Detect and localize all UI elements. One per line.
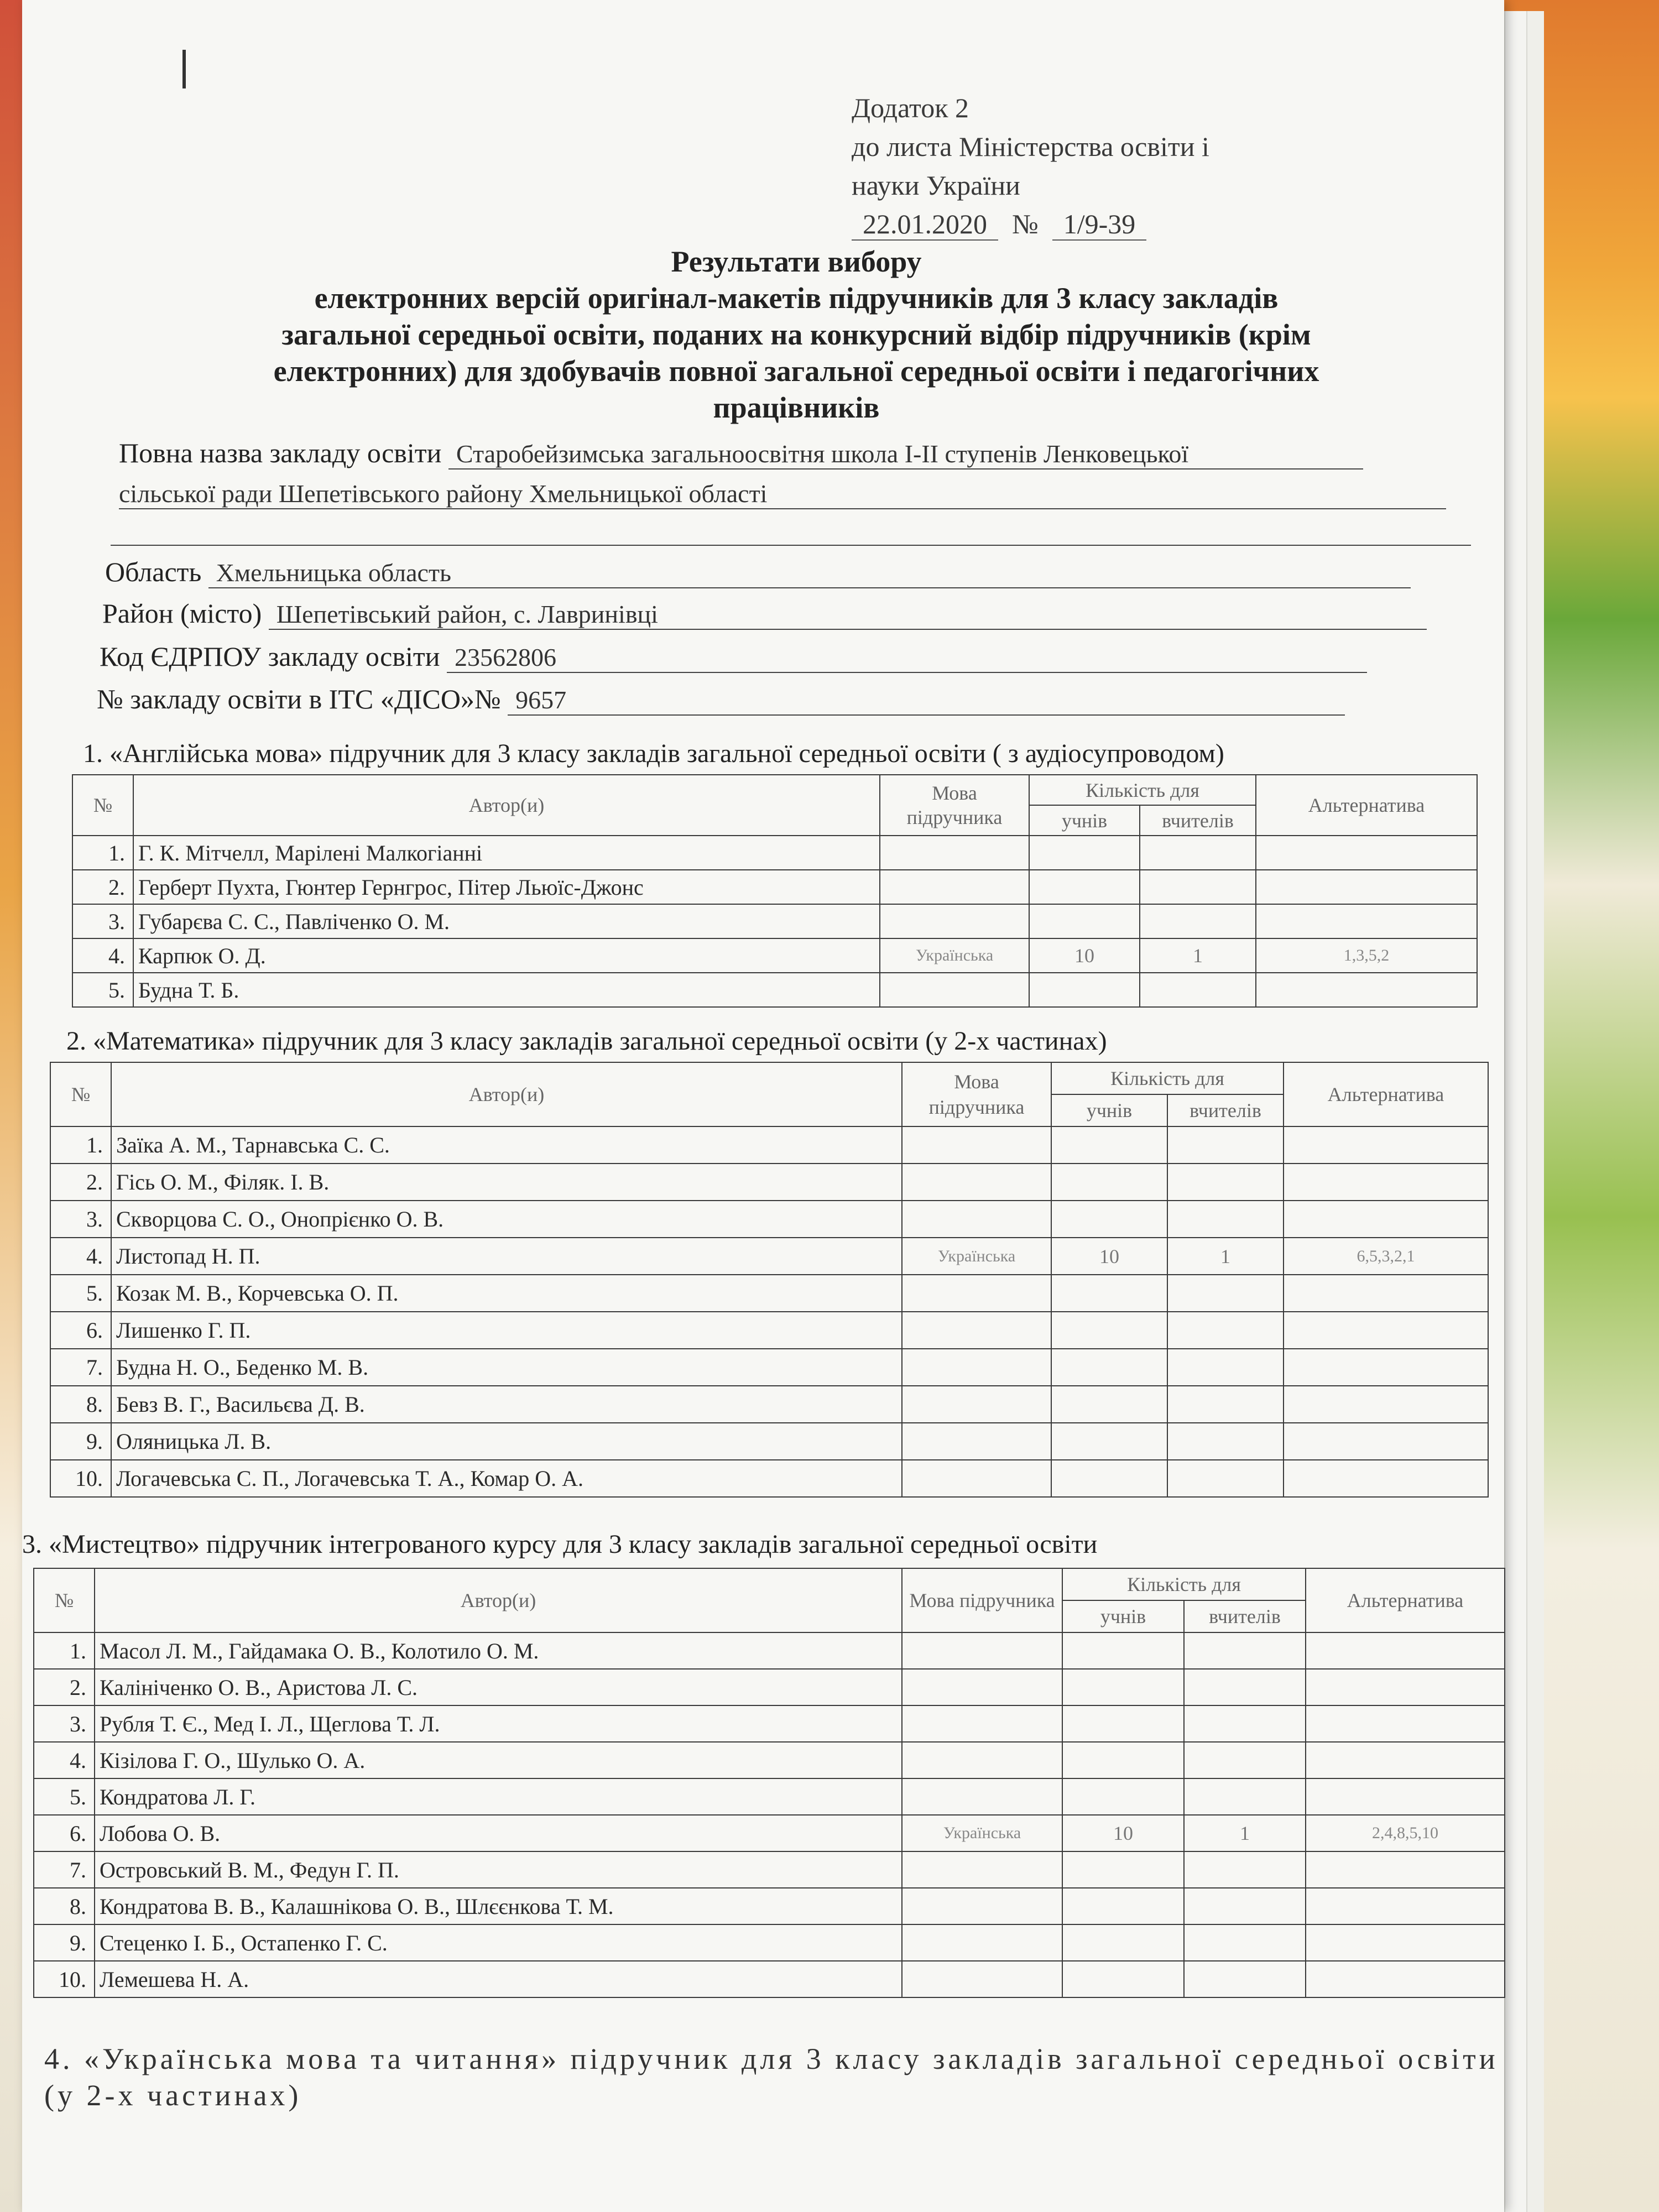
row-students xyxy=(1051,1386,1167,1423)
itc-value: 9657 xyxy=(508,685,1345,716)
document-title xyxy=(133,243,1460,426)
row-language xyxy=(902,1669,1062,1705)
row-author: Лемешева Н. А. xyxy=(95,1961,902,1997)
row-author: Кондратова В. В., Калашнікова О. В., Шлєєнкова Т. М. xyxy=(95,1888,902,1924)
table-row xyxy=(34,1851,1505,1888)
row-number: 10. xyxy=(34,1961,95,1997)
itc-field xyxy=(97,683,1345,716)
row-teachers xyxy=(1167,1349,1284,1386)
row-alternative xyxy=(1256,870,1477,904)
row-author: Скворцова С. О., Онопрієнко О. В. xyxy=(111,1201,902,1238)
row-teachers xyxy=(1184,1705,1306,1742)
row-author: Козак М. В., Корчевська О. П. xyxy=(111,1275,902,1312)
row-number: 4. xyxy=(50,1238,111,1275)
table-row xyxy=(50,1238,1488,1275)
col-author: Автор(и) xyxy=(95,1568,902,1632)
row-teachers xyxy=(1184,1888,1306,1924)
row-language xyxy=(880,836,1029,870)
table-row xyxy=(34,1888,1505,1924)
region-field xyxy=(105,556,1411,588)
col-qty: Кількість для xyxy=(1051,1062,1284,1094)
district-field xyxy=(102,597,1427,630)
title-line-3: загальної середньої освіти, поданих на конкурсний відбір підручників (крім xyxy=(281,318,1311,351)
row-alternative: 2,4,8,5,10 xyxy=(1306,1815,1505,1851)
edrpou-value: 23562806 xyxy=(447,643,1367,673)
table-row xyxy=(34,1961,1505,1997)
row-author: Будна Т. Б. xyxy=(133,973,880,1007)
row-students xyxy=(1062,1851,1184,1888)
row-students xyxy=(1062,1778,1184,1815)
pen-mark xyxy=(182,50,186,88)
row-teachers xyxy=(1184,1851,1306,1888)
row-author: Бевз В. Г., Васильєва Д. В. xyxy=(111,1386,902,1423)
row-author: Логачевська С. П., Логачевська Т. А., Комар О. А. xyxy=(111,1460,902,1497)
table-row xyxy=(50,1349,1488,1386)
row-teachers xyxy=(1167,1126,1284,1164)
letter-number-sign: № xyxy=(1012,208,1039,239)
col-no: № xyxy=(50,1062,111,1126)
col-teachers: вчителів xyxy=(1167,1094,1284,1126)
row-students xyxy=(1062,1924,1184,1961)
row-alternative xyxy=(1284,1126,1488,1164)
row-number: 3. xyxy=(34,1705,95,1742)
row-teachers xyxy=(1184,1924,1306,1961)
row-teachers xyxy=(1184,1669,1306,1705)
row-language xyxy=(902,1164,1051,1201)
row-alternative xyxy=(1306,1924,1505,1961)
addendum-date-line xyxy=(852,205,1349,243)
addendum-line-2: до листа Міністерства освіти і xyxy=(852,131,1209,162)
row-language: Українська xyxy=(902,1815,1062,1851)
edrpou-field xyxy=(100,640,1367,673)
row-teachers: 1 xyxy=(1140,938,1256,973)
document-page xyxy=(22,0,1504,2212)
row-language xyxy=(902,1778,1062,1815)
row-alternative xyxy=(1256,904,1477,938)
row-author: Лобова О. В. xyxy=(95,1815,902,1851)
col-lang: Мова підручника xyxy=(902,1062,1051,1126)
row-language xyxy=(880,973,1029,1007)
row-teachers xyxy=(1140,904,1256,938)
row-teachers xyxy=(1140,836,1256,870)
row-teachers: 1 xyxy=(1184,1815,1306,1851)
title-line-2: електронних версій оригінал-макетів підручників для 3 класу закладів xyxy=(314,281,1279,315)
col-author: Автор(и) xyxy=(111,1062,902,1126)
addendum-block xyxy=(852,88,1349,243)
row-language: Українська xyxy=(902,1238,1051,1275)
row-teachers xyxy=(1167,1275,1284,1312)
school-name-field-2 xyxy=(119,477,1446,509)
table-row xyxy=(34,1705,1505,1742)
addendum-line-1: Додаток 2 xyxy=(852,92,969,123)
table-arts xyxy=(33,1568,1505,1998)
row-alternative xyxy=(1306,1632,1505,1669)
row-alternative xyxy=(1306,1888,1505,1924)
row-number: 5. xyxy=(72,973,133,1007)
table-row xyxy=(34,1742,1505,1778)
row-number: 3. xyxy=(50,1201,111,1238)
row-language xyxy=(902,1312,1051,1349)
row-language xyxy=(902,1201,1051,1238)
row-author: Листопад Н. П. xyxy=(111,1238,902,1275)
row-language xyxy=(902,1924,1062,1961)
paper-stack-2 xyxy=(1526,11,1544,2212)
row-number: 9. xyxy=(34,1924,95,1961)
region-label: Область xyxy=(105,556,202,587)
row-students xyxy=(1051,1312,1167,1349)
table-math xyxy=(50,1062,1489,1498)
title-line-1: Результати вибору xyxy=(671,245,922,278)
row-alternative xyxy=(1256,973,1477,1007)
row-alternative xyxy=(1284,1386,1488,1423)
table-row xyxy=(34,1632,1505,1669)
row-students xyxy=(1029,836,1140,870)
row-author: Заїка А. М., Тарнавська С. С. xyxy=(111,1126,902,1164)
table-row xyxy=(34,1669,1505,1705)
row-number: 3. xyxy=(72,904,133,938)
row-teachers xyxy=(1167,1312,1284,1349)
row-teachers xyxy=(1167,1201,1284,1238)
row-teachers xyxy=(1184,1742,1306,1778)
district-value: Шепетівський район, с. Лавринівці xyxy=(269,599,1427,630)
row-language xyxy=(902,1126,1051,1164)
row-language xyxy=(902,1423,1051,1460)
row-alternative xyxy=(1306,1778,1505,1815)
letter-number: 1/9-39 xyxy=(1052,208,1147,241)
row-author: Лишенко Г. П. xyxy=(111,1312,902,1349)
row-alternative xyxy=(1284,1423,1488,1460)
row-language xyxy=(902,1275,1051,1312)
row-students: 10 xyxy=(1062,1815,1184,1851)
row-language xyxy=(902,1460,1051,1497)
row-alternative xyxy=(1284,1460,1488,1497)
row-author: Г. К. Мітчелл, Марілені Малкогіанні xyxy=(133,836,880,870)
col-students: учнів xyxy=(1062,1600,1184,1632)
title-line-4: електронних) для здобувачів повної загальної середньої освіти і педагогічних xyxy=(273,354,1319,388)
row-students xyxy=(1051,1126,1167,1164)
row-students xyxy=(1062,1632,1184,1669)
row-language xyxy=(902,1705,1062,1742)
row-number: 5. xyxy=(34,1778,95,1815)
row-number: 6. xyxy=(50,1312,111,1349)
table-row xyxy=(50,1312,1488,1349)
row-students: 10 xyxy=(1051,1238,1167,1275)
table-row xyxy=(50,1460,1488,1497)
table-row xyxy=(72,870,1477,904)
row-language xyxy=(902,1349,1051,1386)
row-number: 4. xyxy=(34,1742,95,1778)
row-number: 8. xyxy=(34,1888,95,1924)
row-students xyxy=(1051,1349,1167,1386)
row-number: 2. xyxy=(34,1669,95,1705)
row-teachers xyxy=(1184,1632,1306,1669)
row-students xyxy=(1062,1888,1184,1924)
row-students xyxy=(1062,1669,1184,1705)
row-alternative xyxy=(1306,1705,1505,1742)
col-lang: Мова підручника xyxy=(880,775,1029,836)
table-row xyxy=(50,1386,1488,1423)
row-author: Герберт Пухта, Гюнтер Гернгрос, Пітер Льюїс-Джонс xyxy=(133,870,880,904)
col-teachers: вчителів xyxy=(1140,805,1256,836)
table-row xyxy=(50,1201,1488,1238)
row-language: Українська xyxy=(880,938,1029,973)
paper-stack xyxy=(1504,11,1527,2212)
row-language xyxy=(902,1888,1062,1924)
table-row xyxy=(34,1815,1505,1851)
table-row xyxy=(50,1164,1488,1201)
row-author: Кізілова Г. О., Шулько О. А. xyxy=(95,1742,902,1778)
section-3-heading: 3. «Мистецтво» підручник інтегрованого курсу для 3 класу закладів загальної середньої освіти xyxy=(22,1530,1098,1559)
row-teachers xyxy=(1167,1423,1284,1460)
table-row xyxy=(50,1423,1488,1460)
row-author: Масол Л. М., Гайдамака О. В., Колотило О. М. xyxy=(95,1632,902,1669)
edrpou-label: Код ЄДРПОУ закладу освіти xyxy=(100,641,440,672)
table-row xyxy=(34,1924,1505,1961)
table-english xyxy=(72,774,1478,1008)
row-alternative xyxy=(1306,1669,1505,1705)
col-students: учнів xyxy=(1029,805,1140,836)
row-author: Рубля Т. Є., Мед І. Л., Щеглова Т. Л. xyxy=(95,1705,902,1742)
region-value: Хмельницька область xyxy=(208,558,1411,588)
row-students xyxy=(1062,1961,1184,1997)
row-teachers xyxy=(1167,1386,1284,1423)
row-alternative xyxy=(1284,1312,1488,1349)
row-students xyxy=(1062,1742,1184,1778)
row-teachers xyxy=(1184,1961,1306,1997)
row-author: Оляницька Л. В. xyxy=(111,1423,902,1460)
row-language xyxy=(902,1386,1051,1423)
addendum-line-3: науки України xyxy=(852,170,1020,201)
table-row xyxy=(72,938,1477,973)
row-number: 1. xyxy=(34,1632,95,1669)
table-row xyxy=(72,836,1477,870)
row-language xyxy=(902,1851,1062,1888)
row-alternative xyxy=(1284,1349,1488,1386)
row-number: 4. xyxy=(72,938,133,973)
section-4-heading: 4. «Українська мова та читання» підручник для 3 класу закладів загальної середньої освіти (у 2-х частинах) xyxy=(44,2042,1499,2112)
table-row xyxy=(72,904,1477,938)
col-lang: Мова підручника xyxy=(902,1568,1062,1632)
table-row xyxy=(34,1778,1505,1815)
row-teachers xyxy=(1140,973,1256,1007)
row-alternative xyxy=(1306,1961,1505,1997)
row-number: 5. xyxy=(50,1275,111,1312)
table-row xyxy=(50,1126,1488,1164)
row-number: 9. xyxy=(50,1423,111,1460)
row-students xyxy=(1062,1705,1184,1742)
row-teachers xyxy=(1140,870,1256,904)
row-teachers: 1 xyxy=(1167,1238,1284,1275)
row-author: Кондратова Л. Г. xyxy=(95,1778,902,1815)
row-teachers xyxy=(1184,1778,1306,1815)
row-alternative xyxy=(1284,1201,1488,1238)
row-teachers xyxy=(1167,1164,1284,1201)
row-author: Будна Н. О., Беденко М. В. xyxy=(111,1349,902,1386)
school-name-value-1: Старобейзимська загальноосвітня школа І-ІІ ступенів Ленковецької xyxy=(448,439,1363,469)
row-alternative xyxy=(1306,1742,1505,1778)
row-alternative xyxy=(1284,1275,1488,1312)
row-students xyxy=(1051,1275,1167,1312)
itc-label: № закладу освіти в ІТС «ДІСО»№ xyxy=(97,684,501,714)
row-author: Островський В. М., Федун Г. П. xyxy=(95,1851,902,1888)
col-alt: Альтернатива xyxy=(1284,1062,1488,1126)
row-students xyxy=(1029,904,1140,938)
row-alternative xyxy=(1284,1164,1488,1201)
row-number: 2. xyxy=(50,1164,111,1201)
col-students: учнів xyxy=(1051,1094,1167,1126)
row-number: 2. xyxy=(72,870,133,904)
col-qty: Кількість для xyxy=(1062,1568,1306,1600)
row-students xyxy=(1051,1164,1167,1201)
row-author: Гісь О. М., Філяк. І. В. xyxy=(111,1164,902,1201)
col-qty: Кількість для xyxy=(1029,775,1256,805)
table-row xyxy=(72,973,1477,1007)
blank-rule xyxy=(111,545,1471,546)
district-label: Район (місто) xyxy=(102,598,262,629)
col-no: № xyxy=(72,775,133,836)
row-language xyxy=(902,1742,1062,1778)
col-teachers: вчителів xyxy=(1184,1600,1306,1632)
row-number: 1. xyxy=(72,836,133,870)
row-students xyxy=(1029,973,1140,1007)
row-language xyxy=(902,1632,1062,1669)
row-author: Карпюк О. Д. xyxy=(133,938,880,973)
table-row xyxy=(50,1275,1488,1312)
col-alt: Альтернатива xyxy=(1256,775,1477,836)
row-language xyxy=(880,904,1029,938)
col-no: № xyxy=(34,1568,95,1632)
section-2-heading: 2. «Математика» підручник для 3 класу закладів загальної середньої освіти (у 2-х частинах) xyxy=(66,1026,1107,1056)
row-author: Стеценко І. Б., Остапенко Г. С. xyxy=(95,1924,902,1961)
row-number: 10. xyxy=(50,1460,111,1497)
school-name-field xyxy=(119,437,1363,469)
row-number: 7. xyxy=(50,1349,111,1386)
row-author: Губарєва С. С., Павліченко О. М. xyxy=(133,904,880,938)
row-students xyxy=(1051,1201,1167,1238)
row-students: 10 xyxy=(1029,938,1140,973)
section-1-heading: 1. «Англійська мова» підручник для 3 класу закладів загальної середньої освіти ( з аудіосупроводом) xyxy=(83,739,1224,768)
row-number: 8. xyxy=(50,1386,111,1423)
row-alternative: 6,5,3,2,1 xyxy=(1284,1238,1488,1275)
col-author: Автор(и) xyxy=(133,775,880,836)
row-students xyxy=(1051,1423,1167,1460)
row-author: Калініченко О. В., Аристова Л. С. xyxy=(95,1669,902,1705)
row-alternative xyxy=(1306,1851,1505,1888)
col-alt: Альтернатива xyxy=(1306,1568,1505,1632)
row-number: 1. xyxy=(50,1126,111,1164)
row-alternative xyxy=(1256,836,1477,870)
title-line-5: працівників xyxy=(713,391,880,424)
row-students xyxy=(1051,1460,1167,1497)
row-language xyxy=(902,1961,1062,1997)
row-students xyxy=(1029,870,1140,904)
row-number: 6. xyxy=(34,1815,95,1851)
row-teachers xyxy=(1167,1460,1284,1497)
row-language xyxy=(880,870,1029,904)
row-alternative: 1,3,5,2 xyxy=(1256,938,1477,973)
school-name-value-2: сільської ради Шепетівського району Хмельницької області xyxy=(119,479,1446,509)
school-name-label: Повна назва закладу освіти xyxy=(119,437,442,468)
row-number: 7. xyxy=(34,1851,95,1888)
letter-date: 22.01.2020 xyxy=(852,208,998,241)
